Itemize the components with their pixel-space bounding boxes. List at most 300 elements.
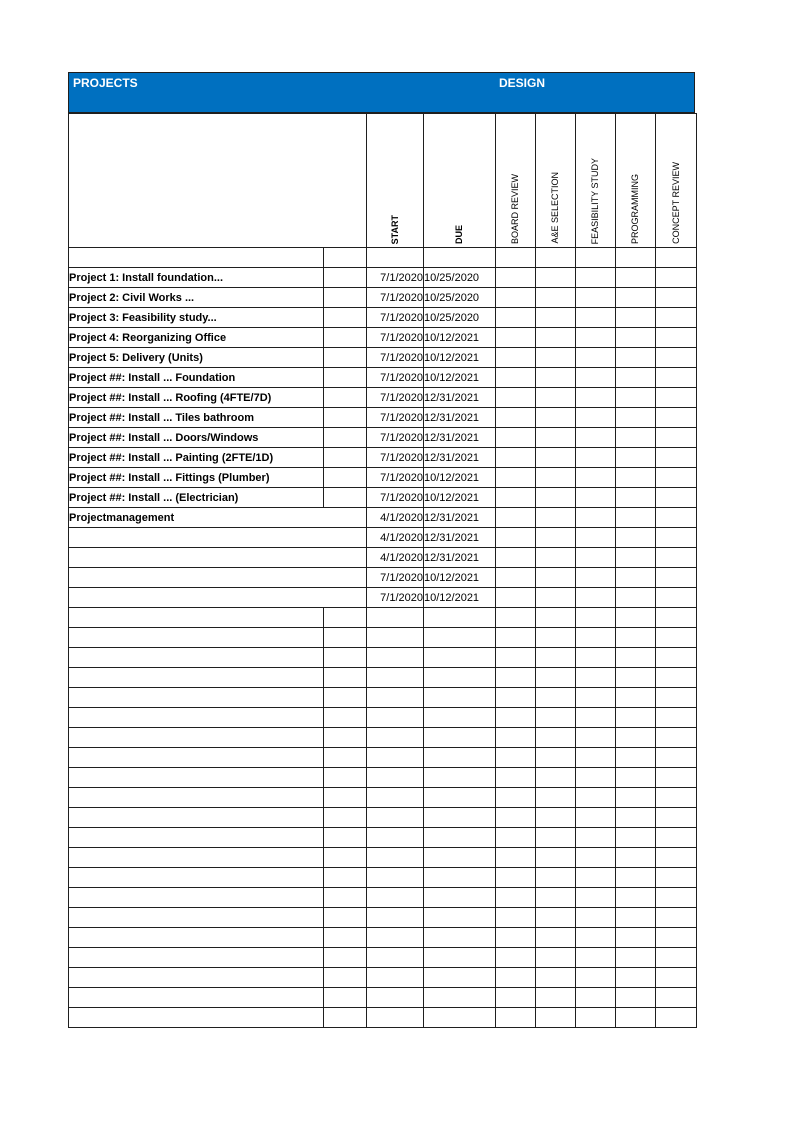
project-name-cell[interactable] <box>69 648 324 668</box>
blank-cell[interactable] <box>324 408 367 428</box>
programming-cell[interactable] <box>616 988 656 1008</box>
blank-cell[interactable] <box>324 328 367 348</box>
concept-review-cell[interactable] <box>656 648 697 668</box>
feasibility-study-cell[interactable] <box>576 628 616 648</box>
concept-review-cell[interactable] <box>656 748 697 768</box>
due-date-cell[interactable] <box>424 608 496 628</box>
ae-selection-cell[interactable] <box>536 728 576 748</box>
ae-selection-cell[interactable] <box>536 668 576 688</box>
programming-cell[interactable] <box>616 368 656 388</box>
start-date-cell[interactable]: 4/1/2020 <box>367 508 424 528</box>
blank-cell[interactable] <box>324 708 367 728</box>
board-review-cell[interactable] <box>496 768 536 788</box>
due-date-cell[interactable]: 10/12/2021 <box>424 468 496 488</box>
project-name-cell[interactable] <box>69 908 324 928</box>
board-review-cell[interactable] <box>496 828 536 848</box>
blank-cell[interactable] <box>324 808 367 828</box>
board-review-cell[interactable] <box>496 428 536 448</box>
concept-review-cell[interactable] <box>656 348 697 368</box>
start-date-cell[interactable] <box>367 688 424 708</box>
project-name-cell[interactable] <box>69 668 324 688</box>
blank-cell[interactable] <box>324 608 367 628</box>
due-date-cell[interactable]: 10/12/2021 <box>424 368 496 388</box>
start-date-cell[interactable]: 7/1/2020 <box>367 368 424 388</box>
ae-selection-cell[interactable] <box>536 968 576 988</box>
board-review-cell[interactable] <box>496 688 536 708</box>
blank-cell[interactable] <box>324 888 367 908</box>
ae-selection-cell[interactable] <box>536 948 576 968</box>
concept-review-cell[interactable] <box>656 548 697 568</box>
ae-selection-cell[interactable] <box>536 648 576 668</box>
board-review-cell[interactable] <box>496 368 536 388</box>
due-date-cell[interactable] <box>424 628 496 648</box>
start-date-cell[interactable]: 7/1/2020 <box>367 588 424 608</box>
project-name-cell[interactable] <box>69 708 324 728</box>
feasibility-study-cell[interactable] <box>576 948 616 968</box>
concept-review-cell[interactable] <box>656 428 697 448</box>
concept-review-cell[interactable] <box>656 768 697 788</box>
blank-cell[interactable] <box>324 628 367 648</box>
board-review-cell[interactable] <box>496 548 536 568</box>
blank-cell[interactable] <box>324 368 367 388</box>
concept-review-cell[interactable] <box>656 888 697 908</box>
programming-cell[interactable] <box>616 788 656 808</box>
programming-cell[interactable] <box>616 328 656 348</box>
blank-cell[interactable] <box>324 748 367 768</box>
project-name-cell[interactable]: Project ##: Install ... Fittings (Plumber) <box>69 468 324 488</box>
feasibility-study-cell[interactable] <box>576 508 616 528</box>
due-date-cell[interactable] <box>424 988 496 1008</box>
project-name-cell[interactable] <box>69 848 324 868</box>
due-date-cell[interactable] <box>424 888 496 908</box>
start-date-cell[interactable] <box>367 768 424 788</box>
board-review-cell[interactable] <box>496 608 536 628</box>
feasibility-study-cell[interactable] <box>576 788 616 808</box>
concept-review-cell[interactable] <box>656 508 697 528</box>
project-name-cell[interactable] <box>69 688 324 708</box>
feasibility-study-cell[interactable] <box>576 408 616 428</box>
start-date-cell[interactable]: 7/1/2020 <box>367 428 424 448</box>
feasibility-study-cell[interactable] <box>576 528 616 548</box>
ae-selection-cell[interactable] <box>536 448 576 468</box>
start-date-cell[interactable] <box>367 648 424 668</box>
blank-cell[interactable] <box>324 348 367 368</box>
start-date-cell[interactable] <box>367 608 424 628</box>
blank-cell[interactable] <box>324 928 367 948</box>
board-review-cell[interactable] <box>496 708 536 728</box>
blank-cell[interactable] <box>324 768 367 788</box>
due-date-cell[interactable] <box>424 968 496 988</box>
concept-review-cell[interactable] <box>656 268 697 288</box>
ae-selection-cell[interactable] <box>536 528 576 548</box>
board-review-cell[interactable] <box>496 628 536 648</box>
ae-selection-cell[interactable] <box>536 788 576 808</box>
concept-review-cell[interactable] <box>656 1008 697 1028</box>
blank-cell[interactable] <box>324 828 367 848</box>
start-date-cell[interactable]: 7/1/2020 <box>367 448 424 468</box>
feasibility-study-cell[interactable] <box>576 288 616 308</box>
start-date-cell[interactable] <box>367 748 424 768</box>
blank-cell[interactable] <box>324 948 367 968</box>
project-name-cell[interactable] <box>69 868 324 888</box>
board-review-cell[interactable] <box>496 748 536 768</box>
concept-review-cell[interactable] <box>656 568 697 588</box>
programming-cell[interactable] <box>616 548 656 568</box>
board-review-cell[interactable] <box>496 288 536 308</box>
board-review-cell[interactable] <box>496 988 536 1008</box>
concept-review-cell[interactable] <box>656 388 697 408</box>
programming-cell[interactable] <box>616 408 656 428</box>
due-date-cell[interactable]: 10/25/2020 <box>424 308 496 328</box>
feasibility-study-cell[interactable] <box>576 748 616 768</box>
feasibility-study-cell[interactable] <box>576 588 616 608</box>
project-name-cell[interactable] <box>69 568 367 588</box>
due-date-cell[interactable] <box>424 688 496 708</box>
feasibility-study-cell[interactable] <box>576 428 616 448</box>
programming-cell[interactable] <box>616 248 656 268</box>
start-date-cell[interactable] <box>367 928 424 948</box>
programming-cell[interactable] <box>616 268 656 288</box>
programming-cell[interactable] <box>616 948 656 968</box>
due-date-cell[interactable] <box>424 948 496 968</box>
start-date-cell[interactable]: 7/1/2020 <box>367 288 424 308</box>
programming-cell[interactable] <box>616 688 656 708</box>
board-review-cell[interactable] <box>496 728 536 748</box>
due-date-cell[interactable]: 10/12/2021 <box>424 348 496 368</box>
start-date-cell[interactable] <box>367 868 424 888</box>
due-date-cell[interactable]: 10/12/2021 <box>424 588 496 608</box>
due-date-cell[interactable] <box>424 648 496 668</box>
ae-selection-cell[interactable] <box>536 388 576 408</box>
programming-cell[interactable] <box>616 928 656 948</box>
ae-selection-cell[interactable] <box>536 548 576 568</box>
concept-review-cell[interactable] <box>656 448 697 468</box>
concept-review-cell[interactable] <box>656 728 697 748</box>
board-review-cell[interactable] <box>496 788 536 808</box>
ae-selection-cell[interactable] <box>536 828 576 848</box>
programming-cell[interactable] <box>616 748 656 768</box>
blank-cell[interactable] <box>324 288 367 308</box>
ae-selection-cell[interactable] <box>536 688 576 708</box>
ae-selection-cell[interactable] <box>536 348 576 368</box>
concept-review-cell[interactable] <box>656 928 697 948</box>
blank-cell[interactable] <box>324 688 367 708</box>
board-review-cell[interactable] <box>496 328 536 348</box>
start-date-cell[interactable]: 7/1/2020 <box>367 388 424 408</box>
feasibility-study-cell[interactable] <box>576 308 616 328</box>
concept-review-cell[interactable] <box>656 988 697 1008</box>
board-review-cell[interactable] <box>496 568 536 588</box>
concept-review-cell[interactable] <box>656 848 697 868</box>
feasibility-study-cell[interactable] <box>576 488 616 508</box>
project-name-cell[interactable] <box>69 1008 324 1028</box>
programming-cell[interactable] <box>616 648 656 668</box>
blank-cell[interactable] <box>324 268 367 288</box>
board-review-cell[interactable] <box>496 968 536 988</box>
feasibility-study-cell[interactable] <box>576 648 616 668</box>
ae-selection-cell[interactable] <box>536 608 576 628</box>
ae-selection-cell[interactable] <box>536 808 576 828</box>
concept-review-cell[interactable] <box>656 968 697 988</box>
project-name-cell[interactable] <box>69 588 367 608</box>
due-date-cell[interactable] <box>424 788 496 808</box>
due-date-cell[interactable] <box>424 1008 496 1028</box>
start-date-cell[interactable]: 7/1/2020 <box>367 308 424 328</box>
programming-cell[interactable] <box>616 508 656 528</box>
board-review-cell[interactable] <box>496 868 536 888</box>
programming-cell[interactable] <box>616 488 656 508</box>
feasibility-study-cell[interactable] <box>576 668 616 688</box>
concept-review-cell[interactable] <box>656 308 697 328</box>
feasibility-study-cell[interactable] <box>576 388 616 408</box>
blank-cell[interactable] <box>324 1008 367 1028</box>
ae-selection-cell[interactable] <box>536 468 576 488</box>
start-date-cell[interactable] <box>367 948 424 968</box>
ae-selection-cell[interactable] <box>536 488 576 508</box>
project-name-cell[interactable]: Project ##: Install ... Roofing (4FTE/7D) <box>69 388 324 408</box>
feasibility-study-cell[interactable] <box>576 268 616 288</box>
ae-selection-cell[interactable] <box>536 408 576 428</box>
feasibility-study-cell[interactable] <box>576 548 616 568</box>
concept-review-cell[interactable] <box>656 588 697 608</box>
concept-review-cell[interactable] <box>656 948 697 968</box>
ae-selection-cell[interactable] <box>536 368 576 388</box>
ae-selection-cell[interactable] <box>536 868 576 888</box>
board-review-cell[interactable] <box>496 668 536 688</box>
project-name-cell[interactable] <box>69 828 324 848</box>
concept-review-cell[interactable] <box>656 368 697 388</box>
concept-review-cell[interactable] <box>656 868 697 888</box>
concept-review-cell[interactable] <box>656 708 697 728</box>
project-name-cell[interactable] <box>69 748 324 768</box>
project-name-cell[interactable] <box>69 248 324 268</box>
programming-cell[interactable] <box>616 668 656 688</box>
start-date-cell[interactable]: 7/1/2020 <box>367 328 424 348</box>
project-name-cell[interactable] <box>69 788 324 808</box>
due-date-cell[interactable]: 10/12/2021 <box>424 568 496 588</box>
start-date-cell[interactable] <box>367 708 424 728</box>
due-date-cell[interactable]: 12/31/2021 <box>424 428 496 448</box>
feasibility-study-cell[interactable] <box>576 848 616 868</box>
start-date-cell[interactable] <box>367 668 424 688</box>
board-review-cell[interactable] <box>496 248 536 268</box>
concept-review-cell[interactable] <box>656 528 697 548</box>
programming-cell[interactable] <box>616 968 656 988</box>
due-date-cell[interactable]: 10/12/2021 <box>424 328 496 348</box>
programming-cell[interactable] <box>616 608 656 628</box>
programming-cell[interactable] <box>616 348 656 368</box>
programming-cell[interactable] <box>616 448 656 468</box>
blank-cell[interactable] <box>324 388 367 408</box>
ae-selection-cell[interactable] <box>536 248 576 268</box>
board-review-cell[interactable] <box>496 808 536 828</box>
feasibility-study-cell[interactable] <box>576 328 616 348</box>
ae-selection-cell[interactable] <box>536 848 576 868</box>
board-review-cell[interactable] <box>496 848 536 868</box>
blank-cell[interactable] <box>324 848 367 868</box>
due-date-cell[interactable] <box>424 808 496 828</box>
start-date-cell[interactable]: 7/1/2020 <box>367 468 424 488</box>
due-date-cell[interactable] <box>424 828 496 848</box>
concept-review-cell[interactable] <box>656 828 697 848</box>
ae-selection-cell[interactable] <box>536 908 576 928</box>
concept-review-cell[interactable] <box>656 628 697 648</box>
ae-selection-cell[interactable] <box>536 568 576 588</box>
ae-selection-cell[interactable] <box>536 508 576 528</box>
ae-selection-cell[interactable] <box>536 928 576 948</box>
board-review-cell[interactable] <box>496 528 536 548</box>
due-date-cell[interactable]: 12/31/2021 <box>424 508 496 528</box>
programming-cell[interactable] <box>616 708 656 728</box>
programming-cell[interactable] <box>616 1008 656 1028</box>
concept-review-cell[interactable] <box>656 288 697 308</box>
concept-review-cell[interactable] <box>656 248 697 268</box>
feasibility-study-cell[interactable] <box>576 688 616 708</box>
ae-selection-cell[interactable] <box>536 428 576 448</box>
due-date-cell[interactable] <box>424 668 496 688</box>
programming-cell[interactable] <box>616 468 656 488</box>
ae-selection-cell[interactable] <box>536 308 576 328</box>
project-name-cell[interactable]: Project ##: Install ... (Electrician) <box>69 488 324 508</box>
concept-review-cell[interactable] <box>656 808 697 828</box>
board-review-cell[interactable] <box>496 408 536 428</box>
board-review-cell[interactable] <box>496 268 536 288</box>
ae-selection-cell[interactable] <box>536 748 576 768</box>
project-name-cell[interactable] <box>69 628 324 648</box>
feasibility-study-cell[interactable] <box>576 708 616 728</box>
project-name-cell[interactable]: Project ##: Install ... Painting (2FTE/1D) <box>69 448 324 468</box>
programming-cell[interactable] <box>616 868 656 888</box>
feasibility-study-cell[interactable] <box>576 468 616 488</box>
programming-cell[interactable] <box>616 288 656 308</box>
project-name-cell[interactable] <box>69 728 324 748</box>
feasibility-study-cell[interactable] <box>576 1008 616 1028</box>
project-name-cell[interactable]: Projectmanagement <box>69 508 367 528</box>
programming-cell[interactable] <box>616 628 656 648</box>
start-date-cell[interactable] <box>367 248 424 268</box>
start-date-cell[interactable] <box>367 908 424 928</box>
due-date-cell[interactable]: 10/25/2020 <box>424 268 496 288</box>
project-name-cell[interactable]: Project ##: Install ... Tiles bathroom <box>69 408 324 428</box>
due-date-cell[interactable] <box>424 248 496 268</box>
programming-cell[interactable] <box>616 388 656 408</box>
due-date-cell[interactable] <box>424 928 496 948</box>
blank-cell[interactable] <box>324 728 367 748</box>
feasibility-study-cell[interactable] <box>576 988 616 1008</box>
concept-review-cell[interactable] <box>656 608 697 628</box>
start-date-cell[interactable] <box>367 848 424 868</box>
board-review-cell[interactable] <box>496 648 536 668</box>
project-name-cell[interactable]: Project ##: Install ... Doors/Windows <box>69 428 324 448</box>
due-date-cell[interactable] <box>424 768 496 788</box>
start-date-cell[interactable] <box>367 828 424 848</box>
due-date-cell[interactable]: 12/31/2021 <box>424 408 496 428</box>
feasibility-study-cell[interactable] <box>576 368 616 388</box>
project-name-cell[interactable]: Project 1: Install foundation... <box>69 268 324 288</box>
programming-cell[interactable] <box>616 728 656 748</box>
project-name-cell[interactable]: Project 5: Delivery (Units) <box>69 348 324 368</box>
concept-review-cell[interactable] <box>656 788 697 808</box>
board-review-cell[interactable] <box>496 388 536 408</box>
due-date-cell[interactable] <box>424 748 496 768</box>
board-review-cell[interactable] <box>496 468 536 488</box>
programming-cell[interactable] <box>616 828 656 848</box>
start-date-cell[interactable]: 7/1/2020 <box>367 568 424 588</box>
feasibility-study-cell[interactable] <box>576 568 616 588</box>
start-date-cell[interactable]: 7/1/2020 <box>367 408 424 428</box>
start-date-cell[interactable] <box>367 968 424 988</box>
blank-cell[interactable] <box>324 308 367 328</box>
ae-selection-cell[interactable] <box>536 328 576 348</box>
blank-cell[interactable] <box>324 908 367 928</box>
blank-cell[interactable] <box>324 988 367 1008</box>
ae-selection-cell[interactable] <box>536 628 576 648</box>
blank-cell[interactable] <box>324 248 367 268</box>
due-date-cell[interactable] <box>424 908 496 928</box>
board-review-cell[interactable] <box>496 1008 536 1028</box>
feasibility-study-cell[interactable] <box>576 808 616 828</box>
board-review-cell[interactable] <box>496 308 536 328</box>
due-date-cell[interactable]: 12/31/2021 <box>424 528 496 548</box>
project-name-cell[interactable] <box>69 928 324 948</box>
feasibility-study-cell[interactable] <box>576 908 616 928</box>
programming-cell[interactable] <box>616 568 656 588</box>
blank-cell[interactable] <box>324 788 367 808</box>
concept-review-cell[interactable] <box>656 908 697 928</box>
start-date-cell[interactable] <box>367 988 424 1008</box>
board-review-cell[interactable] <box>496 348 536 368</box>
ae-selection-cell[interactable] <box>536 888 576 908</box>
board-review-cell[interactable] <box>496 888 536 908</box>
start-date-cell[interactable] <box>367 728 424 748</box>
blank-cell[interactable] <box>324 468 367 488</box>
due-date-cell[interactable]: 12/31/2021 <box>424 448 496 468</box>
start-date-cell[interactable] <box>367 808 424 828</box>
feasibility-study-cell[interactable] <box>576 828 616 848</box>
programming-cell[interactable] <box>616 808 656 828</box>
due-date-cell[interactable] <box>424 868 496 888</box>
concept-review-cell[interactable] <box>656 488 697 508</box>
start-date-cell[interactable]: 7/1/2020 <box>367 348 424 368</box>
ae-selection-cell[interactable] <box>536 588 576 608</box>
board-review-cell[interactable] <box>496 908 536 928</box>
project-name-cell[interactable] <box>69 808 324 828</box>
programming-cell[interactable] <box>616 908 656 928</box>
project-name-cell[interactable]: Project 2: Civil Works ... <box>69 288 324 308</box>
start-date-cell[interactable] <box>367 788 424 808</box>
start-date-cell[interactable] <box>367 888 424 908</box>
start-date-cell[interactable] <box>367 628 424 648</box>
blank-cell[interactable] <box>324 968 367 988</box>
programming-cell[interactable] <box>616 768 656 788</box>
feasibility-study-cell[interactable] <box>576 448 616 468</box>
feasibility-study-cell[interactable] <box>576 728 616 748</box>
due-date-cell[interactable] <box>424 728 496 748</box>
ae-selection-cell[interactable] <box>536 1008 576 1028</box>
ae-selection-cell[interactable] <box>536 268 576 288</box>
programming-cell[interactable] <box>616 848 656 868</box>
project-name-cell[interactable] <box>69 528 367 548</box>
start-date-cell[interactable]: 4/1/2020 <box>367 548 424 568</box>
start-date-cell[interactable]: 4/1/2020 <box>367 528 424 548</box>
ae-selection-cell[interactable] <box>536 988 576 1008</box>
start-date-cell[interactable]: 7/1/2020 <box>367 268 424 288</box>
project-name-cell[interactable] <box>69 548 367 568</box>
due-date-cell[interactable] <box>424 848 496 868</box>
blank-cell[interactable] <box>324 488 367 508</box>
due-date-cell[interactable] <box>424 708 496 728</box>
ae-selection-cell[interactable] <box>536 708 576 728</box>
